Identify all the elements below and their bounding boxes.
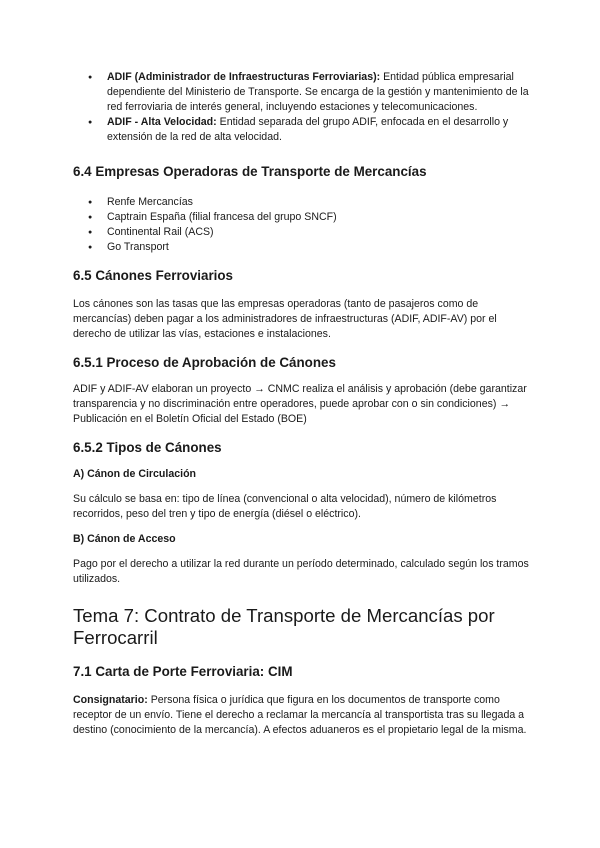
paragraph-canon-circulacion: Su cálculo se basa en: tipo de línea (convencional o alta velocidad), número de kilómetros recorridos, peso del tren y tipo de energía (diésel o eléctrico).: [73, 493, 497, 520]
paragraph-proceso: ADIF y ADIF-AV elaboran un proyecto → CNMC realiza el análisis y aprobación (debe garantizar transparencia y no discriminación entre operadores, puede aprobar con o sin condiciones) → Publicación en el Boletín Oficial del Estado (BOE): [73, 383, 527, 425]
page-content: [73, 70, 529, 738]
list-item: ● Renfe Mercancías: [73, 195, 529, 210]
term-bold: ADIF - Alta Velocidad:: [107, 116, 217, 128]
term-bold: ADIF (Administrador de Infraestructuras Ferroviarias):: [107, 71, 381, 83]
chapter-title-tema-7: Tema 7: Contrato de Transporte de Mercancías por Ferrocarril: [73, 605, 495, 648]
operators-list: [73, 195, 529, 255]
list-item: ● Captrain España (filial francesa del grupo SNCF): [73, 210, 529, 225]
list-item: ● Continental Rail (ACS): [73, 225, 529, 240]
section-heading-6-4: 6.4 Empresas Operadoras de Transporte de Mercancías: [73, 164, 427, 179]
section-heading-6-5-2: 6.5.2 Tipos de Cánones: [73, 440, 222, 455]
adif-entities-list: [73, 70, 529, 145]
paragraph-canones: Los cánones son las tasas que las empresas operadoras (tanto de pasajeros como de mercancías) deben pagar a los administradores de infraestructuras (ADIF, ADIF-AV) por el derecho de utilizar las vías, estaciones e instalaciones.: [73, 298, 497, 340]
paragraph-consignatario: [73, 693, 529, 738]
list-item: [73, 115, 529, 145]
term-description: Persona física o jurídica que figura en los documentos de transporte como receptor de un envío. Tiene el derecho a reclamar la mercancía al transportista tras su llegada a destino (conocimiento de la mercancía). A efectos aduaneros es el propietario legal de la misma.: [73, 694, 527, 736]
subheading-canon-acceso: B) Cánon de Acceso: [73, 533, 176, 545]
list-item: [73, 70, 529, 115]
term-description: Entidad pública empresarial dependiente del Ministerio de Transporte. Se encarga de la gestión y mantenimiento de la red ferroviaria de interés general, incluyendo estaciones y telecomunicaciones.: [107, 71, 529, 113]
section-heading-6-5: 6.5 Cánones Ferroviarios: [73, 268, 234, 283]
list-item: ● Go Transport: [73, 240, 529, 255]
term-bold: Consignatario:: [73, 694, 148, 706]
subheading-canon-circulacion: A) Cánon de Circulación: [73, 468, 197, 480]
term-description: Entidad separada del grupo ADIF, enfocada en el desarrollo y extensión de la red de alta velocidad.: [107, 116, 509, 143]
section-heading-6-5-1: 6.5.1 Proceso de Aprobación de Cánones: [73, 355, 336, 370]
paragraph-canon-acceso: Pago por el derecho a utilizar la red durante un período determinado, calculado según los tramos utilizados.: [73, 558, 529, 585]
section-heading-7-1: 7.1 Carta de Porte Ferroviaria: CIM: [73, 664, 293, 679]
